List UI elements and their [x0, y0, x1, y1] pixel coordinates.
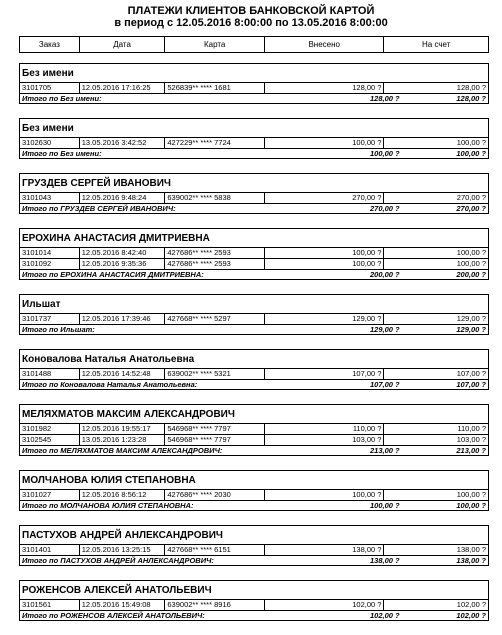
total-label: Итого по Без имени:	[22, 149, 102, 158]
total-account: 100,00 ?	[456, 501, 486, 510]
date-cell: 12.05.2016 17:16:25	[79, 83, 165, 93]
report-title-line2: в период с 12.05.2016 8:00:00 по 13.05.2016 8:00:00	[114, 17, 388, 29]
client-name: Коновалова Наталья Анатольевна	[19, 349, 489, 368]
client-group	[19, 228, 489, 280]
account-cell: 128,00 ?	[383, 83, 488, 93]
total-label: Итого по МЕЛЯХМАТОВ МАКСИМ АЛЕКСАНДРОВИЧ:	[22, 446, 223, 455]
client-name: Без имени	[19, 118, 489, 137]
paid-cell: 100,00 ?	[264, 248, 383, 258]
account-cell: 138,00 ?	[383, 545, 488, 555]
account-cell: 100,00 ?	[383, 138, 488, 148]
date-cell: 12.05.2016 8:42:40	[79, 248, 165, 258]
date-cell: 12.05.2016 14:52:48	[79, 369, 165, 379]
order-cell: 3101982	[22, 424, 52, 433]
total-paid: 100,00 ?	[370, 149, 400, 158]
group-total-row	[19, 324, 489, 335]
table-header	[19, 36, 489, 53]
total-paid: 102,00 ?	[370, 611, 400, 620]
total-label: Итого по Без имени:	[22, 94, 102, 103]
payment-row	[19, 192, 489, 203]
order-cell: 3101092	[22, 259, 52, 268]
client-groups	[19, 63, 489, 635]
payment-row	[19, 247, 489, 258]
total-paid: 138,00 ?	[370, 556, 400, 565]
group-total-row	[19, 203, 489, 214]
account-cell: 110,00 ?	[383, 424, 488, 434]
header-account: На счет	[383, 37, 488, 52]
date-cell: 13.05.2016 3:42:52	[79, 138, 165, 148]
payment-row	[19, 489, 489, 500]
date-cell: 12.05.2016 17:39:46	[79, 314, 165, 324]
date-cell: 12.05.2016 15:49:08	[79, 600, 165, 610]
total-label: Итого по Коновалова Наталья Анатольевна:	[22, 380, 198, 389]
date-cell: 12.05.2016 13:25:15	[79, 545, 165, 555]
total-account: 128,00 ?	[456, 94, 486, 103]
card-cell: 427229** **** 7724	[164, 138, 264, 148]
client-group	[19, 118, 489, 159]
group-total-row	[19, 555, 489, 566]
header-date: Дата	[79, 37, 165, 52]
date-cell: 12.05.2016 8:56:12	[79, 490, 165, 500]
report-title	[0, 0, 502, 29]
paid-cell: 128,00 ?	[264, 83, 383, 93]
total-label: Итого по ПАСТУХОВ АНДРЕЙ АНЛЕКСАНДРОВИЧ:	[22, 556, 214, 565]
total-paid: 107,00 ?	[370, 380, 400, 389]
account-cell: 102,00 ?	[383, 600, 488, 610]
group-total-row	[19, 379, 489, 390]
payment-row	[19, 137, 489, 148]
account-cell: 100,00 ?	[383, 490, 488, 500]
client-group	[19, 294, 489, 335]
report-title-line1: ПЛАТЕЖИ КЛИЕНТОВ БАНКОВСКОЙ КАРТОЙ	[127, 5, 375, 17]
account-cell: 129,00 ?	[383, 314, 488, 324]
total-label: Итого по ГРУЗДЕВ СЕРГЕЙ ИВАНОВИЧ:	[22, 204, 176, 213]
paid-cell: 107,00 ?	[264, 369, 383, 379]
payment-row	[19, 434, 489, 445]
client-name: РОЖЕНСОВ АЛЕКСЕЙ АНАТОЛЬЕВИЧ	[19, 580, 489, 599]
order-cell: 3101014	[22, 248, 52, 257]
group-total-row	[19, 148, 489, 159]
card-cell: 546968** **** 7797	[164, 435, 264, 445]
order-cell: 3101027	[22, 490, 52, 499]
paid-cell: 129,00 ?	[264, 314, 383, 324]
card-cell: 639002** **** 5838	[164, 193, 264, 203]
paid-cell: 102,00 ?	[264, 600, 383, 610]
client-name: МЕЛЯХМАТОВ МАКСИМ АЛЕКСАНДРОВИЧ	[19, 404, 489, 423]
client-group	[19, 470, 489, 511]
card-cell: 427668** **** 5297	[164, 314, 264, 324]
order-cell: 3101401	[22, 545, 52, 554]
group-total-row	[19, 445, 489, 456]
paid-cell: 100,00 ?	[264, 138, 383, 148]
card-cell: 639002** **** 5321	[164, 369, 264, 379]
total-label: Итого по ЕРОХИНА АНАСТАСИЯ ДМИТРИЕВНА:	[22, 270, 204, 279]
paid-cell: 100,00 ?	[264, 259, 383, 269]
client-name: ЕРОХИНА АНАСТАСИЯ ДМИТРИЕВНА	[19, 228, 489, 247]
payment-row	[19, 368, 489, 379]
group-total-row	[19, 93, 489, 104]
total-paid: 270,00 ?	[370, 204, 400, 213]
total-account: 107,00 ?	[456, 380, 486, 389]
order-cell: 3101737	[22, 314, 52, 323]
account-cell: 100,00 ?	[383, 248, 488, 258]
total-account: 270,00 ?	[456, 204, 486, 213]
total-paid: 200,00 ?	[370, 270, 400, 279]
order-cell: 3101488	[22, 369, 52, 378]
payment-row	[19, 599, 489, 610]
order-cell: 3102545	[22, 435, 52, 444]
order-cell: 3101561	[22, 600, 52, 609]
total-account: 200,00 ?	[456, 270, 486, 279]
account-cell: 270,00 ?	[383, 193, 488, 203]
client-name: ПАСТУХОВ АНДРЕЙ АНЛЕКСАНДРОВИЧ	[19, 525, 489, 544]
total-account: 213,00 ?	[456, 446, 486, 455]
total-label: Итого по РОЖЕНСОВ АЛЕКСЕЙ АНАТОЛЬЕВИЧ:	[22, 611, 205, 620]
client-name: ГРУЗДЕВ СЕРГЕЙ ИВАНОВИЧ	[19, 173, 489, 192]
card-cell: 526839** **** 1681	[164, 83, 264, 93]
card-cell: 639002** **** 8916	[164, 600, 264, 610]
client-name: Без имени	[19, 63, 489, 82]
header-card: Карта	[164, 37, 264, 52]
paid-cell: 138,00 ?	[264, 545, 383, 555]
card-cell: 427686** **** 2030	[164, 490, 264, 500]
total-paid: 100,00 ?	[370, 501, 400, 510]
account-cell: 100,00 ?	[383, 259, 488, 269]
card-cell: 546968** **** 7797	[164, 424, 264, 434]
total-account: 138,00 ?	[456, 556, 486, 565]
client-group	[19, 404, 489, 456]
date-cell: 12.05.2016 19:55:17	[79, 424, 165, 434]
header-order: Заказ	[38, 40, 60, 49]
total-account: 102,00 ?	[456, 611, 486, 620]
order-cell: 3101043	[22, 193, 52, 202]
client-group	[19, 349, 489, 390]
account-cell: 107,00 ?	[383, 369, 488, 379]
card-cell: 427668** **** 6151	[164, 545, 264, 555]
group-total-row	[19, 610, 489, 621]
total-paid: 129,00 ?	[370, 325, 400, 334]
group-total-row	[19, 269, 489, 280]
client-group	[19, 525, 489, 566]
payment-row	[19, 423, 489, 434]
payment-row	[19, 313, 489, 324]
client-name: Ильшат	[19, 294, 489, 313]
paid-cell: 110,00 ?	[264, 424, 383, 434]
date-cell: 12.05.2016 9:48:24	[79, 193, 165, 203]
card-cell: 427686** **** 2593	[164, 248, 264, 258]
total-paid: 213,00 ?	[370, 446, 400, 455]
client-group	[19, 580, 489, 621]
account-cell: 103,00 ?	[383, 435, 488, 445]
total-account: 129,00 ?	[456, 325, 486, 334]
order-cell: 3101705	[22, 83, 52, 92]
paid-cell: 100,00 ?	[264, 490, 383, 500]
client-group	[19, 173, 489, 214]
total-paid: 128,00 ?	[370, 94, 400, 103]
order-cell: 3102630	[22, 138, 52, 147]
payment-row	[19, 82, 489, 93]
payment-row	[19, 258, 489, 269]
date-cell: 12.05.2016 9:35:36	[79, 259, 165, 269]
total-label: Итого по Ильшат:	[22, 325, 95, 334]
total-account: 100,00 ?	[456, 149, 486, 158]
group-total-row	[19, 500, 489, 511]
client-name: МОЛЧАНОВА ЮЛИЯ СТЕПАНОВНА	[19, 470, 489, 489]
date-cell: 13.05.2016 1:23:28	[79, 435, 165, 445]
client-group	[19, 63, 489, 104]
card-cell: 427686** **** 2593	[164, 259, 264, 269]
paid-cell: 103,00 ?	[264, 435, 383, 445]
paid-cell: 270,00 ?	[264, 193, 383, 203]
total-label: Итого по МОЛЧАНОВА ЮЛИЯ СТЕПАНОВНА:	[22, 501, 194, 510]
payment-row	[19, 544, 489, 555]
header-paid: Внесено	[264, 37, 383, 52]
